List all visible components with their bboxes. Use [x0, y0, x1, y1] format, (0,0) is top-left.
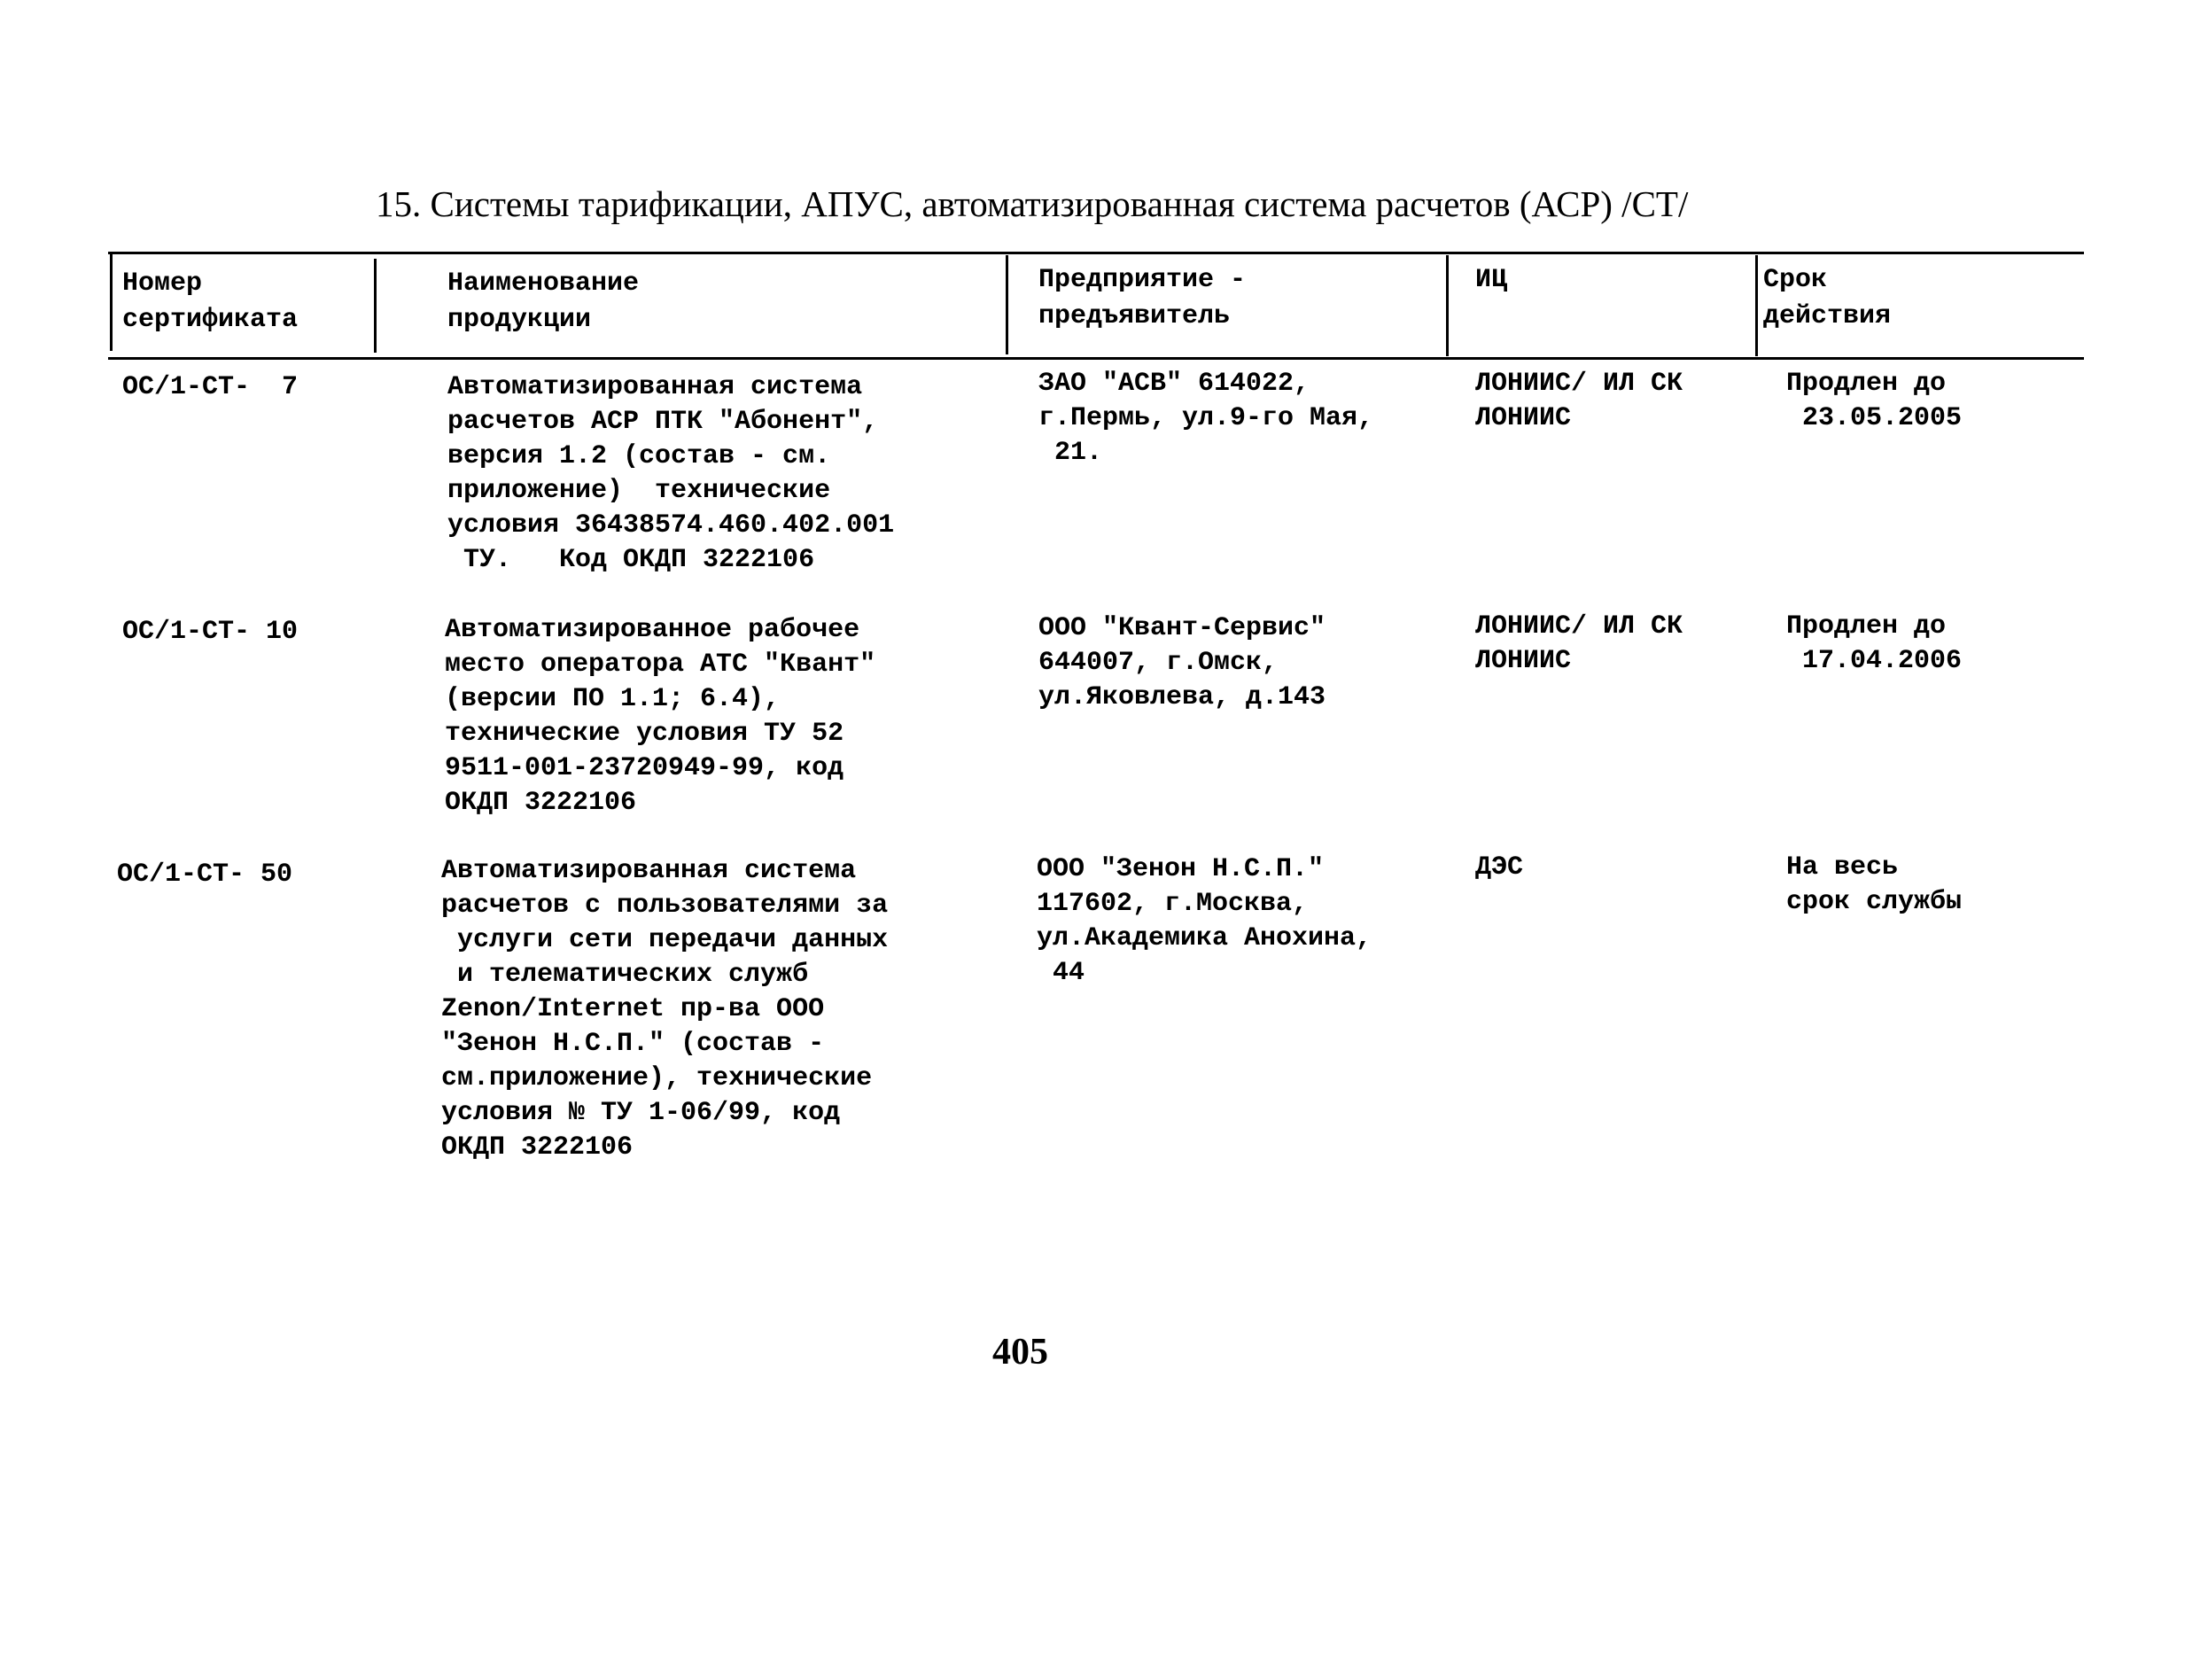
- row-2-certificate-number: ОС/1-СТ- 10: [122, 617, 299, 647]
- column-divider-4: [1446, 255, 1449, 356]
- row-1-company: ЗАО "АСВ" 614022, г.Пермь, ул.9-го Мая, 21.: [1038, 369, 1374, 468]
- header-validity: Срок действия: [1763, 265, 1892, 331]
- column-divider-1: [110, 252, 113, 351]
- row-3-validity: На весь срок службы: [1786, 852, 1963, 917]
- column-divider-3: [1006, 255, 1008, 354]
- header-company: Предприятие - предъявитель: [1038, 265, 1247, 331]
- row-1-certificate-number: ОС/1-СТ- 7: [122, 372, 299, 402]
- header-product-name: Наименование продукции: [447, 268, 640, 335]
- row-3-certificate-number: ОС/1-СТ- 50: [117, 859, 293, 890]
- column-divider-2: [374, 259, 377, 353]
- row-1-testing-center: ЛОНИИС/ ИЛ СК ЛОНИИС: [1475, 369, 1683, 433]
- table-top-rule: [108, 252, 2084, 254]
- column-divider-5: [1755, 255, 1758, 356]
- row-2-product: Автоматизированное рабочее место оператора АТС "Квант" (версии ПО 1.1; 6.4), технические условия ТУ 52 9511-001-23720949-99, код ОКДП 3222106: [445, 615, 876, 818]
- row-3-testing-center: ДЭС: [1475, 852, 1524, 883]
- table-header-bottom-rule: [108, 357, 2084, 360]
- header-testing-center: ИЦ: [1475, 265, 1508, 295]
- header-certificate-number: Номер сертификата: [122, 268, 299, 335]
- section-title: 15. Системы тарификации, АПУС, автоматизированная система расчетов (АСР) /СТ/: [376, 183, 1689, 224]
- row-2-testing-center: ЛОНИИС/ ИЛ СК ЛОНИИС: [1475, 611, 1683, 676]
- row-3-product: Автоматизированная система расчетов с пользователями за услуги сети передачи данных и телематических служб Zenon/Internet пр-ва ООО "Зенон Н.С.П." (состав - см.приложение), технические условия № ТУ 1-06/99, код ОКДП 3222106: [441, 856, 889, 1163]
- row-1-validity: Продлен до 23.05.2005: [1786, 369, 1963, 433]
- row-2-company: ООО "Квант-Сервис" 644007, г.Омск, ул.Яковлева, д.143: [1038, 613, 1326, 712]
- row-2-validity: Продлен до 17.04.2006: [1786, 611, 1963, 676]
- page-number: 405: [992, 1332, 1048, 1373]
- row-3-company: ООО "Зенон Н.С.П." 117602, г.Москва, ул.Академика Анохина, 44: [1037, 854, 1372, 988]
- row-1-product: Автоматизированная система расчетов АСР ПТК "Абонент", версия 1.2 (состав - см. приложение) технические условия 36438574.460.402.001 ТУ. Код ОКДП 3222106: [447, 372, 895, 575]
